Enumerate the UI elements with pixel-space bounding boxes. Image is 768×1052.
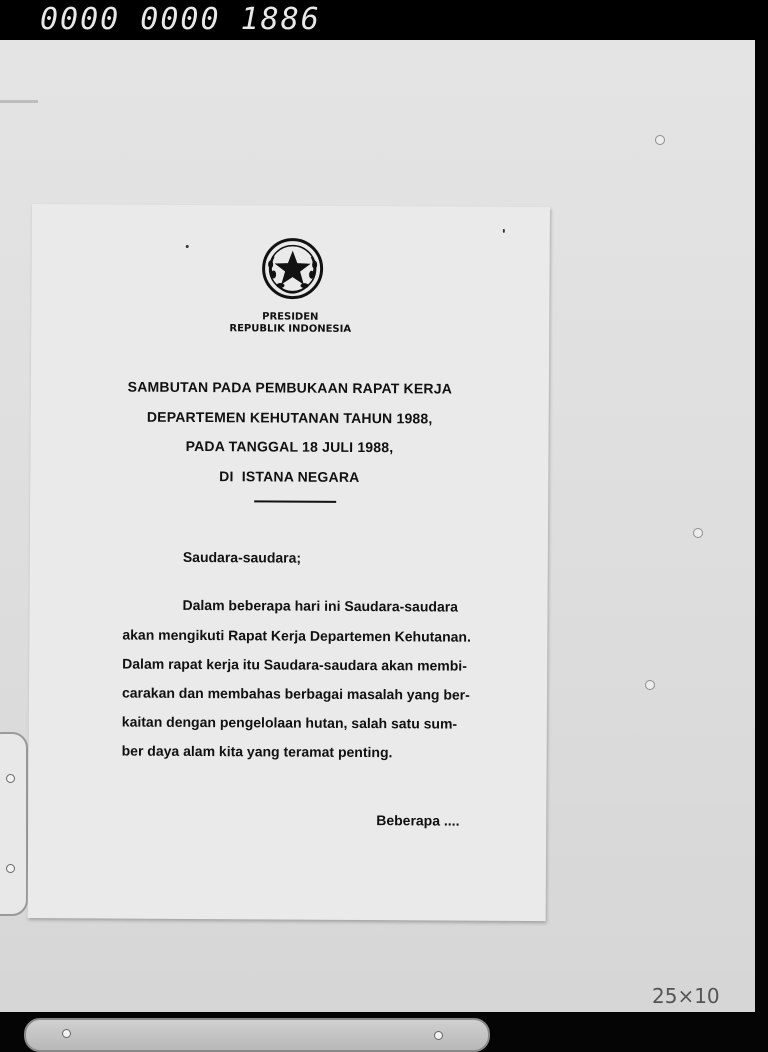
presidential-seal-icon	[260, 236, 324, 300]
speech-title	[30, 372, 549, 493]
paper-speck	[186, 245, 189, 248]
paragraph-line: Dalam rapat kerja itu Saudara-saudara akan membi-	[122, 655, 467, 674]
paragraph-line: akan mengikuti Rapat Kerja Departemen Kehutanan.	[122, 626, 471, 645]
institution-heading	[31, 310, 549, 337]
frame-code: 0000 0000 1886	[40, 2, 321, 37]
plate-hole	[693, 528, 703, 538]
paragraph-line: kaitan dengan pengelolaan hutan, salah satu sum-	[121, 713, 458, 732]
bottom-rail	[24, 1018, 490, 1052]
clip-hole	[6, 774, 15, 783]
plate-edge-mark	[0, 100, 38, 103]
microfilm-plate	[0, 40, 755, 1012]
title-line: PADA TANGGAL 18 JULI 1988,	[185, 437, 394, 456]
film-header-strip	[0, 0, 768, 40]
document-page	[28, 204, 550, 921]
plate-hole	[645, 680, 655, 690]
paragraph-line: ber daya alam kita yang teramat penting.	[121, 742, 393, 761]
paper-speck	[503, 229, 505, 233]
page-continuation: Beberapa ....	[376, 812, 460, 829]
title-line: SAMBUTAN PADA PEMBUKAAN RAPAT KERJA	[127, 378, 453, 397]
title-line: DI ISTANA NEGARA	[219, 467, 360, 485]
reduction-ratio: 25×10	[652, 984, 720, 1008]
paragraph-line: Dalam beberapa hari ini Saudara-saudara	[182, 596, 459, 615]
institution-line: PRESIDEN	[262, 311, 319, 323]
title-line: DEPARTEMEN KEHUTANAN TAHUN 1988,	[146, 408, 433, 426]
institution-line: REPUBLIK INDONESIA	[229, 323, 352, 335]
plate-hole	[655, 135, 665, 145]
side-clip	[0, 732, 28, 916]
clip-hole	[6, 864, 15, 873]
rail-hole	[62, 1029, 71, 1038]
salutation: Saudara-saudara;	[182, 548, 302, 566]
title-divider	[254, 500, 336, 503]
paragraph-line: carakan dan membahas berbagai masalah yang ber-	[121, 684, 470, 703]
rail-hole	[434, 1031, 443, 1040]
